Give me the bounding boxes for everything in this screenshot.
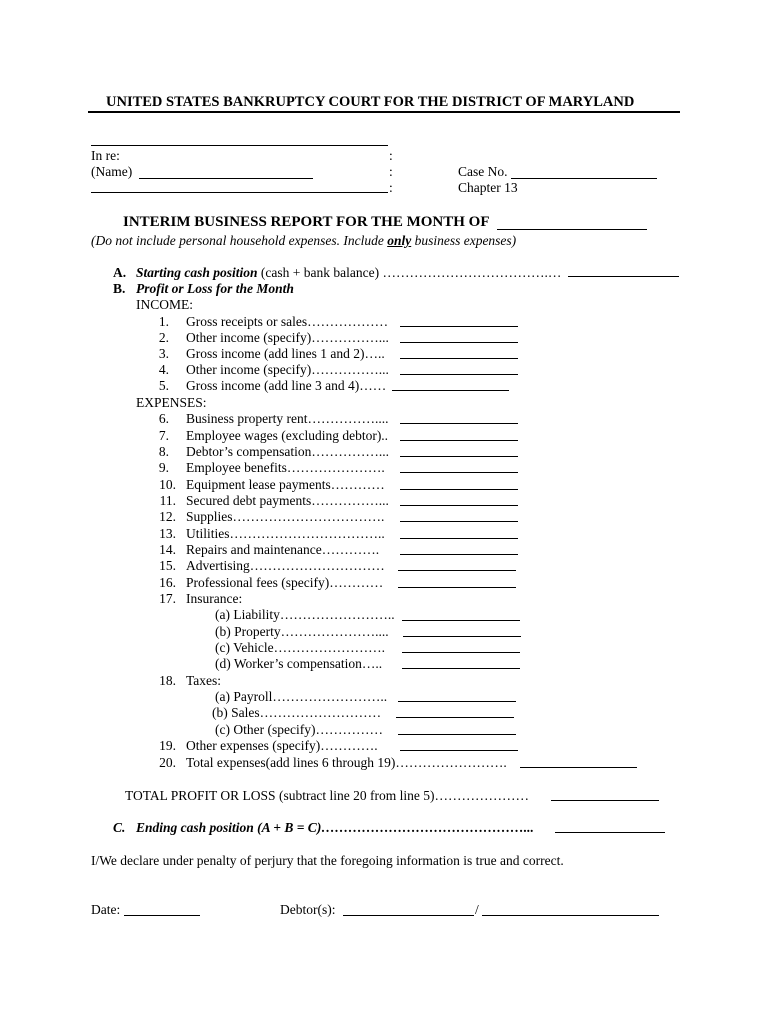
line-number: 15.: [159, 558, 176, 573]
line-number: 19.: [159, 738, 176, 753]
caption-bottom-rule: [91, 192, 388, 193]
caption-colon: :: [389, 180, 393, 195]
income-heading: INCOME:: [136, 297, 193, 312]
name-label: (Name): [91, 164, 133, 179]
month-field[interactable]: [497, 229, 647, 230]
declaration-text: I/We declare under penalty of perjury that the foregoing information is true and correct.: [91, 853, 564, 868]
line-field[interactable]: [400, 521, 518, 522]
line-field[interactable]: [400, 750, 518, 751]
line-field[interactable]: [398, 734, 516, 735]
line-number: 11.: [159, 493, 176, 508]
date-label: Date:: [91, 902, 121, 917]
line-label: Other income (specify)……………...: [186, 362, 389, 377]
line-number: 4.: [158, 362, 169, 377]
caption-top-rule: [91, 145, 388, 146]
report-note-only: only: [387, 233, 412, 248]
line-label: Other income (specify)……………...: [186, 330, 389, 345]
section-b-label: Profit or Loss for the Month: [136, 281, 294, 296]
total-profit-loss-field[interactable]: [551, 800, 659, 801]
line-number: 20.: [159, 755, 176, 770]
line-number: 8.: [158, 444, 169, 459]
line-label: (d) Worker’s compensation…..: [215, 656, 383, 671]
report-note-pre: (Do not include personal household expenses. Include: [91, 233, 388, 248]
total-profit-loss-label: TOTAL PROFIT OR LOSS (subtract line 20 from line 5)…………………: [125, 788, 530, 803]
line-label: Insurance:: [186, 591, 243, 606]
line-field[interactable]: [400, 423, 518, 424]
line-number: 16.: [159, 575, 176, 590]
chapter-label: Chapter 13: [458, 180, 518, 195]
section-a-letter: A.: [113, 265, 127, 280]
line-field[interactable]: [403, 636, 521, 637]
line-field[interactable]: [396, 717, 514, 718]
line-number: 3.: [158, 346, 169, 361]
line-number: 2.: [158, 330, 169, 345]
line-label: Gross income (add line 3 and 4)……: [186, 378, 387, 393]
court-title: UNITED STATES BANKRUPTCY COURT FOR THE DISTRICT OF MARYLAND: [106, 94, 635, 110]
line-number: 13.: [159, 526, 176, 541]
line-number: 14.: [159, 542, 176, 557]
section-a-label: Starting cash position: [136, 265, 258, 280]
line-label: Other expenses (specify)………….: [186, 738, 378, 753]
line-label: Taxes:: [186, 673, 222, 688]
line-field[interactable]: [400, 489, 518, 490]
line-label: (a) Payroll……………………..: [215, 689, 388, 704]
line-label: (c) Other (specify)……………: [215, 722, 383, 737]
line-field[interactable]: [400, 374, 518, 375]
section-b-letter: B.: [113, 281, 126, 296]
line-label: Equipment lease payments…………: [186, 477, 385, 492]
section-c-letter: C.: [113, 820, 126, 835]
line-field[interactable]: [400, 358, 518, 359]
report-note: [91, 233, 516, 249]
line-field[interactable]: [402, 620, 520, 621]
line-number: 10.: [159, 477, 176, 492]
title-rule: [88, 111, 680, 113]
debtors-label: Debtor(s):: [280, 902, 336, 917]
line-label: (b) Property…………………....: [215, 624, 389, 639]
line-number: 18.: [159, 673, 176, 688]
line-field[interactable]: [398, 570, 516, 571]
caption-colon: :: [389, 164, 393, 179]
report-title: INTERIM BUSINESS REPORT FOR THE MONTH OF: [123, 214, 490, 230]
section-c-field[interactable]: [555, 832, 665, 833]
line-label: (b) Sales………………………: [212, 705, 382, 720]
expenses-heading: EXPENSES:: [136, 395, 207, 410]
line-field[interactable]: [400, 342, 518, 343]
line-field[interactable]: [400, 554, 518, 555]
line-field[interactable]: [400, 472, 518, 473]
line-field[interactable]: [400, 505, 518, 506]
section-a-field[interactable]: [568, 276, 679, 277]
in-re-label: In re:: [91, 148, 120, 163]
section-a-detail: (cash + bank balance) ……………………………….…: [257, 265, 562, 280]
line-field[interactable]: [398, 701, 516, 702]
line-label: Secured debt payments……………...: [186, 493, 389, 508]
line-field[interactable]: [392, 390, 509, 391]
line-number: 12.: [159, 509, 176, 524]
line-label: Employee wages (excluding debtor)..: [186, 428, 389, 443]
line-label: Advertising…………………………: [186, 558, 385, 573]
line-number: 17.: [159, 591, 176, 606]
name-field[interactable]: [139, 178, 313, 179]
section-c-label: Ending cash position (A + B = C)………………………………………...: [136, 820, 534, 835]
line-label: Repairs and maintenance………….: [186, 542, 380, 557]
line-field[interactable]: [400, 456, 518, 457]
line-number: 1.: [158, 314, 169, 329]
line-label: Gross income (add lines 1 and 2)…..: [186, 346, 385, 361]
line-number: 6.: [158, 411, 169, 426]
line-field[interactable]: [400, 440, 518, 441]
line-number: 9.: [158, 460, 169, 475]
line-label: Debtor’s compensation……………...: [186, 444, 389, 459]
line-field[interactable]: [400, 326, 518, 327]
line-field[interactable]: [402, 652, 520, 653]
line-field[interactable]: [400, 538, 518, 539]
line-label: (a) Liability……………………..: [215, 607, 395, 622]
line-number: 5.: [158, 378, 169, 393]
line-label: Utilities……………………………..: [186, 526, 385, 541]
line-field[interactable]: [398, 587, 516, 588]
line-label: (c) Vehicle…………………….: [215, 640, 385, 655]
signature-slash: /: [475, 902, 479, 917]
line-label: Supplies…………………………….: [186, 509, 385, 524]
line-number: 7.: [158, 428, 169, 443]
debtor-signature-1-field[interactable]: [343, 915, 474, 916]
line-label: Employee benefits………………….: [186, 460, 385, 475]
case-no-label: Case No.: [458, 164, 508, 179]
line-field[interactable]: [402, 668, 520, 669]
line-label: Professional fees (specify)…………: [186, 575, 384, 590]
line-label: Total expenses(add lines 6 through 19)…………………….: [186, 755, 507, 770]
line-label: Business property rent……………....: [186, 411, 389, 426]
date-field[interactable]: [124, 915, 200, 916]
report-note-post: business expenses): [411, 233, 517, 248]
section-a-text: [136, 265, 561, 281]
case-no-field[interactable]: [511, 178, 657, 179]
line-field[interactable]: [520, 767, 637, 768]
debtor-signature-2-field[interactable]: [482, 915, 659, 916]
caption-colon: :: [389, 148, 393, 163]
line-label: Gross receipts or sales………………: [186, 314, 389, 329]
